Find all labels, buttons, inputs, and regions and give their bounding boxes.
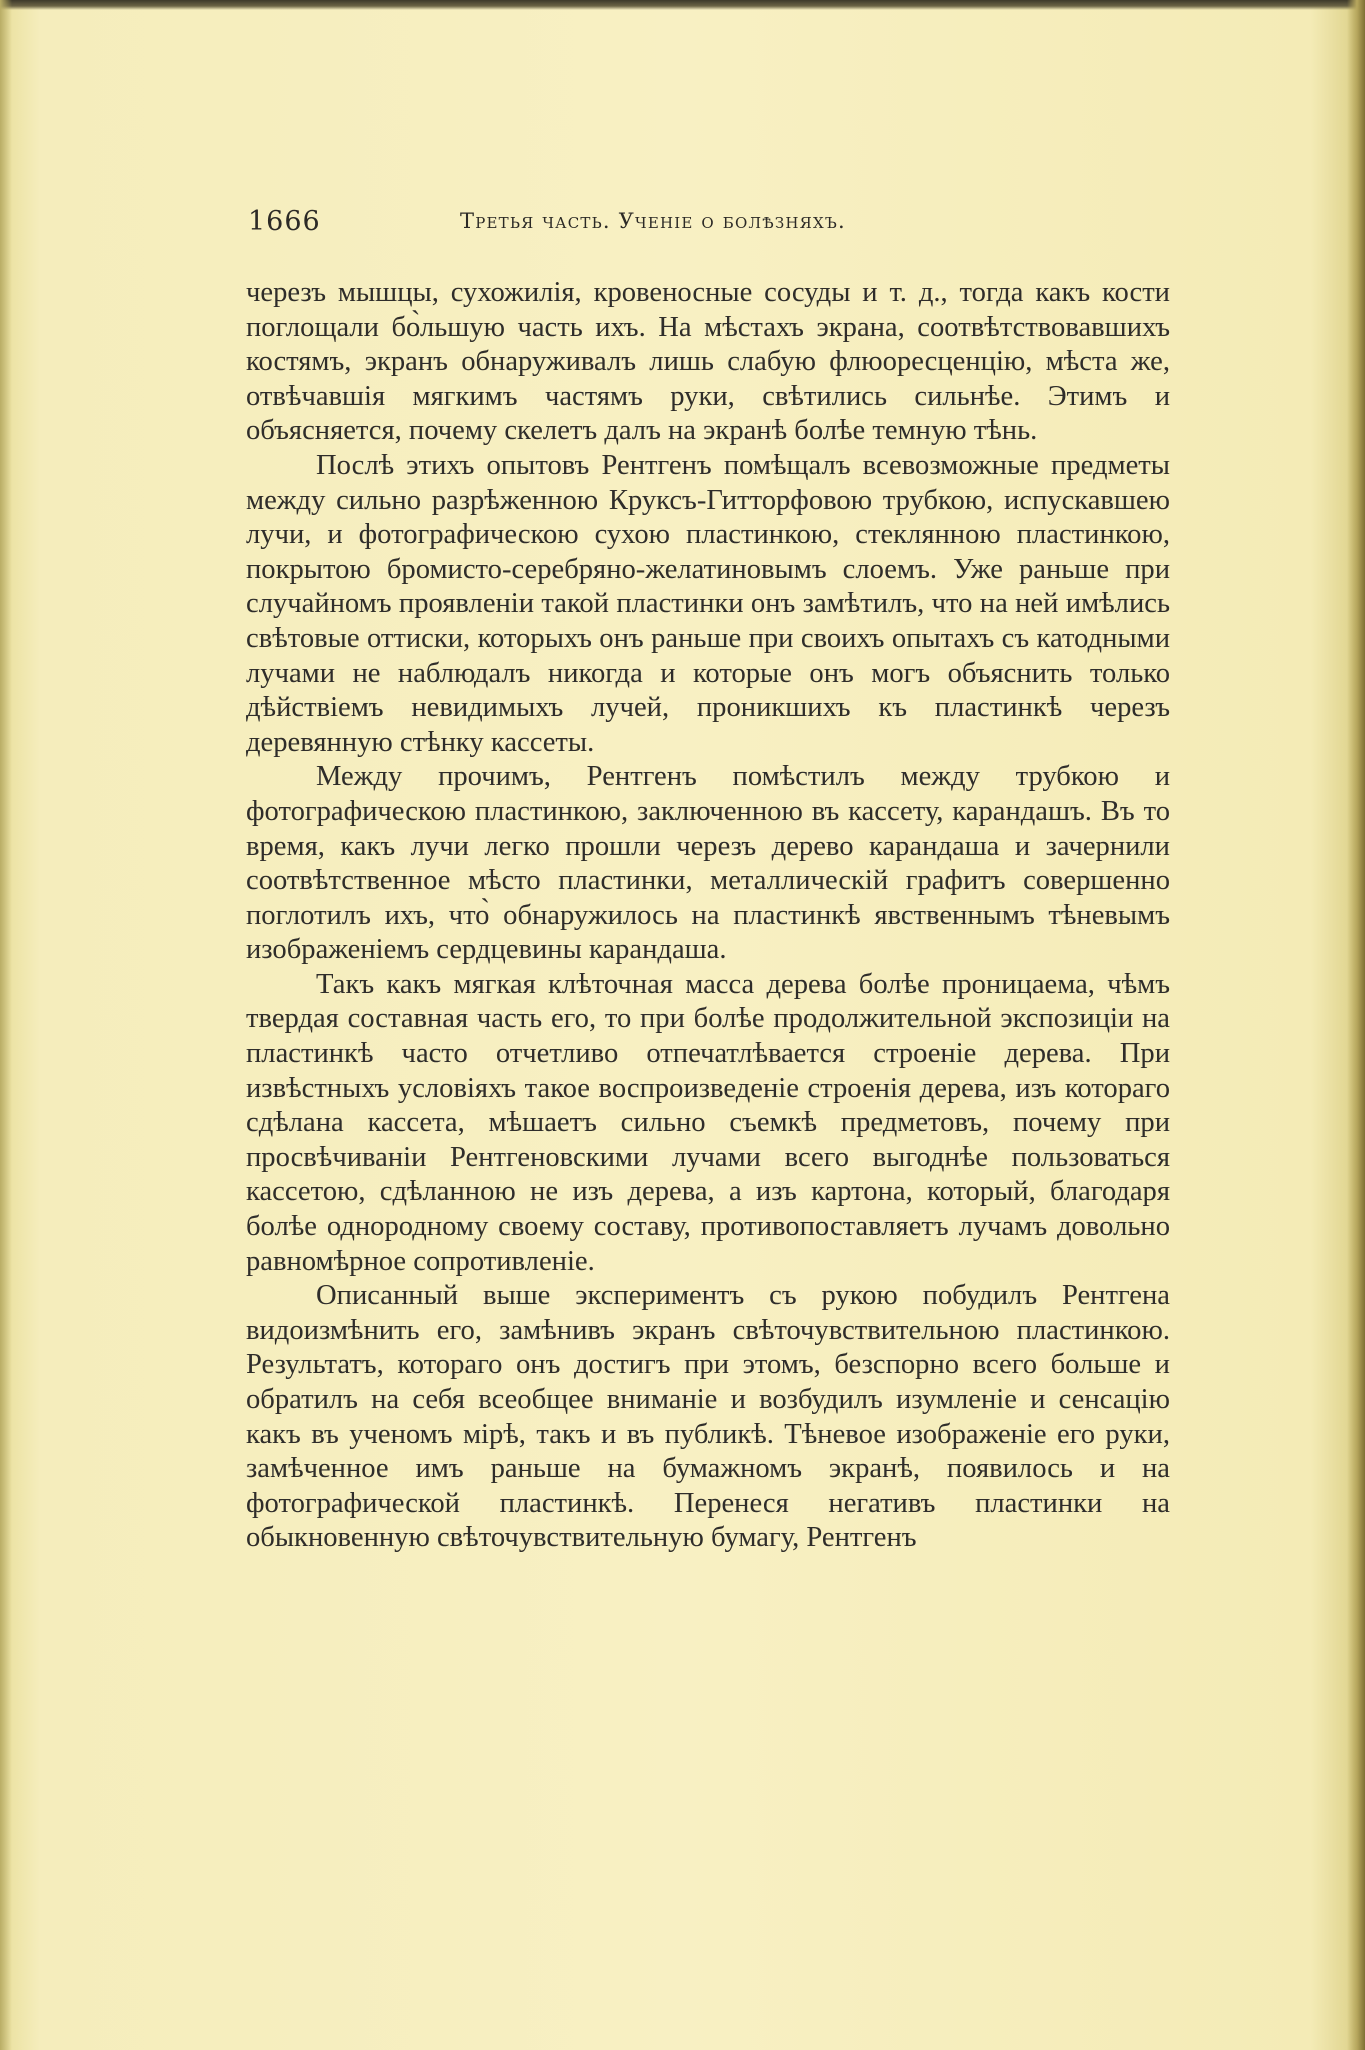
page-header	[248, 206, 1168, 246]
page-number: 1666	[248, 206, 321, 237]
paragraph: Описанный выше экспериментъ съ рукою побудилъ Рентгена видоизмѣнить его, замѣнивъ экранъ свѣточувствительною пластинкою. Результатъ, котораго онъ достигъ при этомъ, безспорно всего больше и обратилъ на себя всеобщее вниманіе и возбудилъ изумленіе и сенсацію какъ въ ученомъ мірѣ, такъ и въ публикѣ. Тѣневое изображеніе его руки, замѣченное имъ раньше на бумажномъ экранѣ, появилось и на фотографической пластинкѣ. Перенеся негативъ пластинки на обыкновенную свѣточувствительную бумагу, Рентгенъ	[246, 1280, 1170, 1554]
page-top-edge	[0, 0, 1365, 10]
paragraph: Послѣ этихъ опытовъ Рентгенъ помѣщалъ всевозможные предметы между сильно разрѣженною Круксъ-Гитторфовою трубкою, испускавшею лучи, и фотографическою сухою пластинкою, стеклянною пластинкою, покрытою бромисто-серебряно-желатиновымъ слоемъ. Уже раньше при случайномъ проявленіи такой пластинки онъ замѣтилъ, что на ней имѣлись свѣтовые оттиски, которыхъ онъ раньше при своихъ опытахъ съ катодными лучами не наблюдалъ никогда и которые онъ могъ объяснить только дѣйствіемъ невидимыхъ лучей, проникшихъ къ пластинкѣ черезъ деревянную стѣнку кассеты.	[246, 449, 1170, 758]
paragraph: Такъ какъ мягкая клѣточная масса дерева болѣе проницаема, чѣмъ твердая составная часть его, то при болѣе продолжительной экспозиціи на пластинкѣ часто отчетливо отпечатлѣвается строеніе дерева. При извѣстныхъ условіяхъ такое воспроизведеніе строенія дерева, изъ котораго сдѣлана кассета, мѣшаетъ сильно съемкѣ предметовъ, почему при просвѣчиваніи Рентгеновскими лучами всего выгоднѣе пользоваться кассетою, сдѣланною не изъ дерева, а изъ картона, который, благодаря болѣе однородному своему составу, противопоставляетъ лучамъ довольно равномѣрное сопротивленіе.	[246, 968, 1170, 1277]
running-head: Третья часть. Ученіе о болѣзняхъ.	[460, 209, 846, 233]
body-text	[246, 276, 1170, 1556]
paragraph: Между прочимъ, Рентгенъ помѣстилъ между трубкою и фотографическою пластинкою, заключенною въ кассету, карандашъ. Въ то время, какъ лучи легко прошли черезъ дерево карандаша и зачернили соотвѣтственное мѣсто пластинки, металлическій графитъ совершенно поглотилъ ихъ, что̀ обнаружилось на пластинкѣ явственнымъ тѣневымъ изображеніемъ сердцевины карандаша.	[246, 761, 1170, 966]
paragraph-continued: черезъ мышцы, сухожилія, кровеносные сосуды и т. д., тогда какъ кости поглощали бо̀льшую часть ихъ. На мѣстахъ экрана, соотвѣтствовавшихъ костямъ, экранъ обнаруживалъ лишь слабую флюоресценцію, мѣста же, отвѣчавшія мягкимъ частямъ руки, свѣтились сильнѣе. Этимъ и объясняется, почему скелетъ далъ на экранѣ болѣе темную тѣнь.	[246, 277, 1170, 447]
page-right-edge	[1347, 0, 1365, 2050]
page-left-edge	[0, 0, 12, 2050]
